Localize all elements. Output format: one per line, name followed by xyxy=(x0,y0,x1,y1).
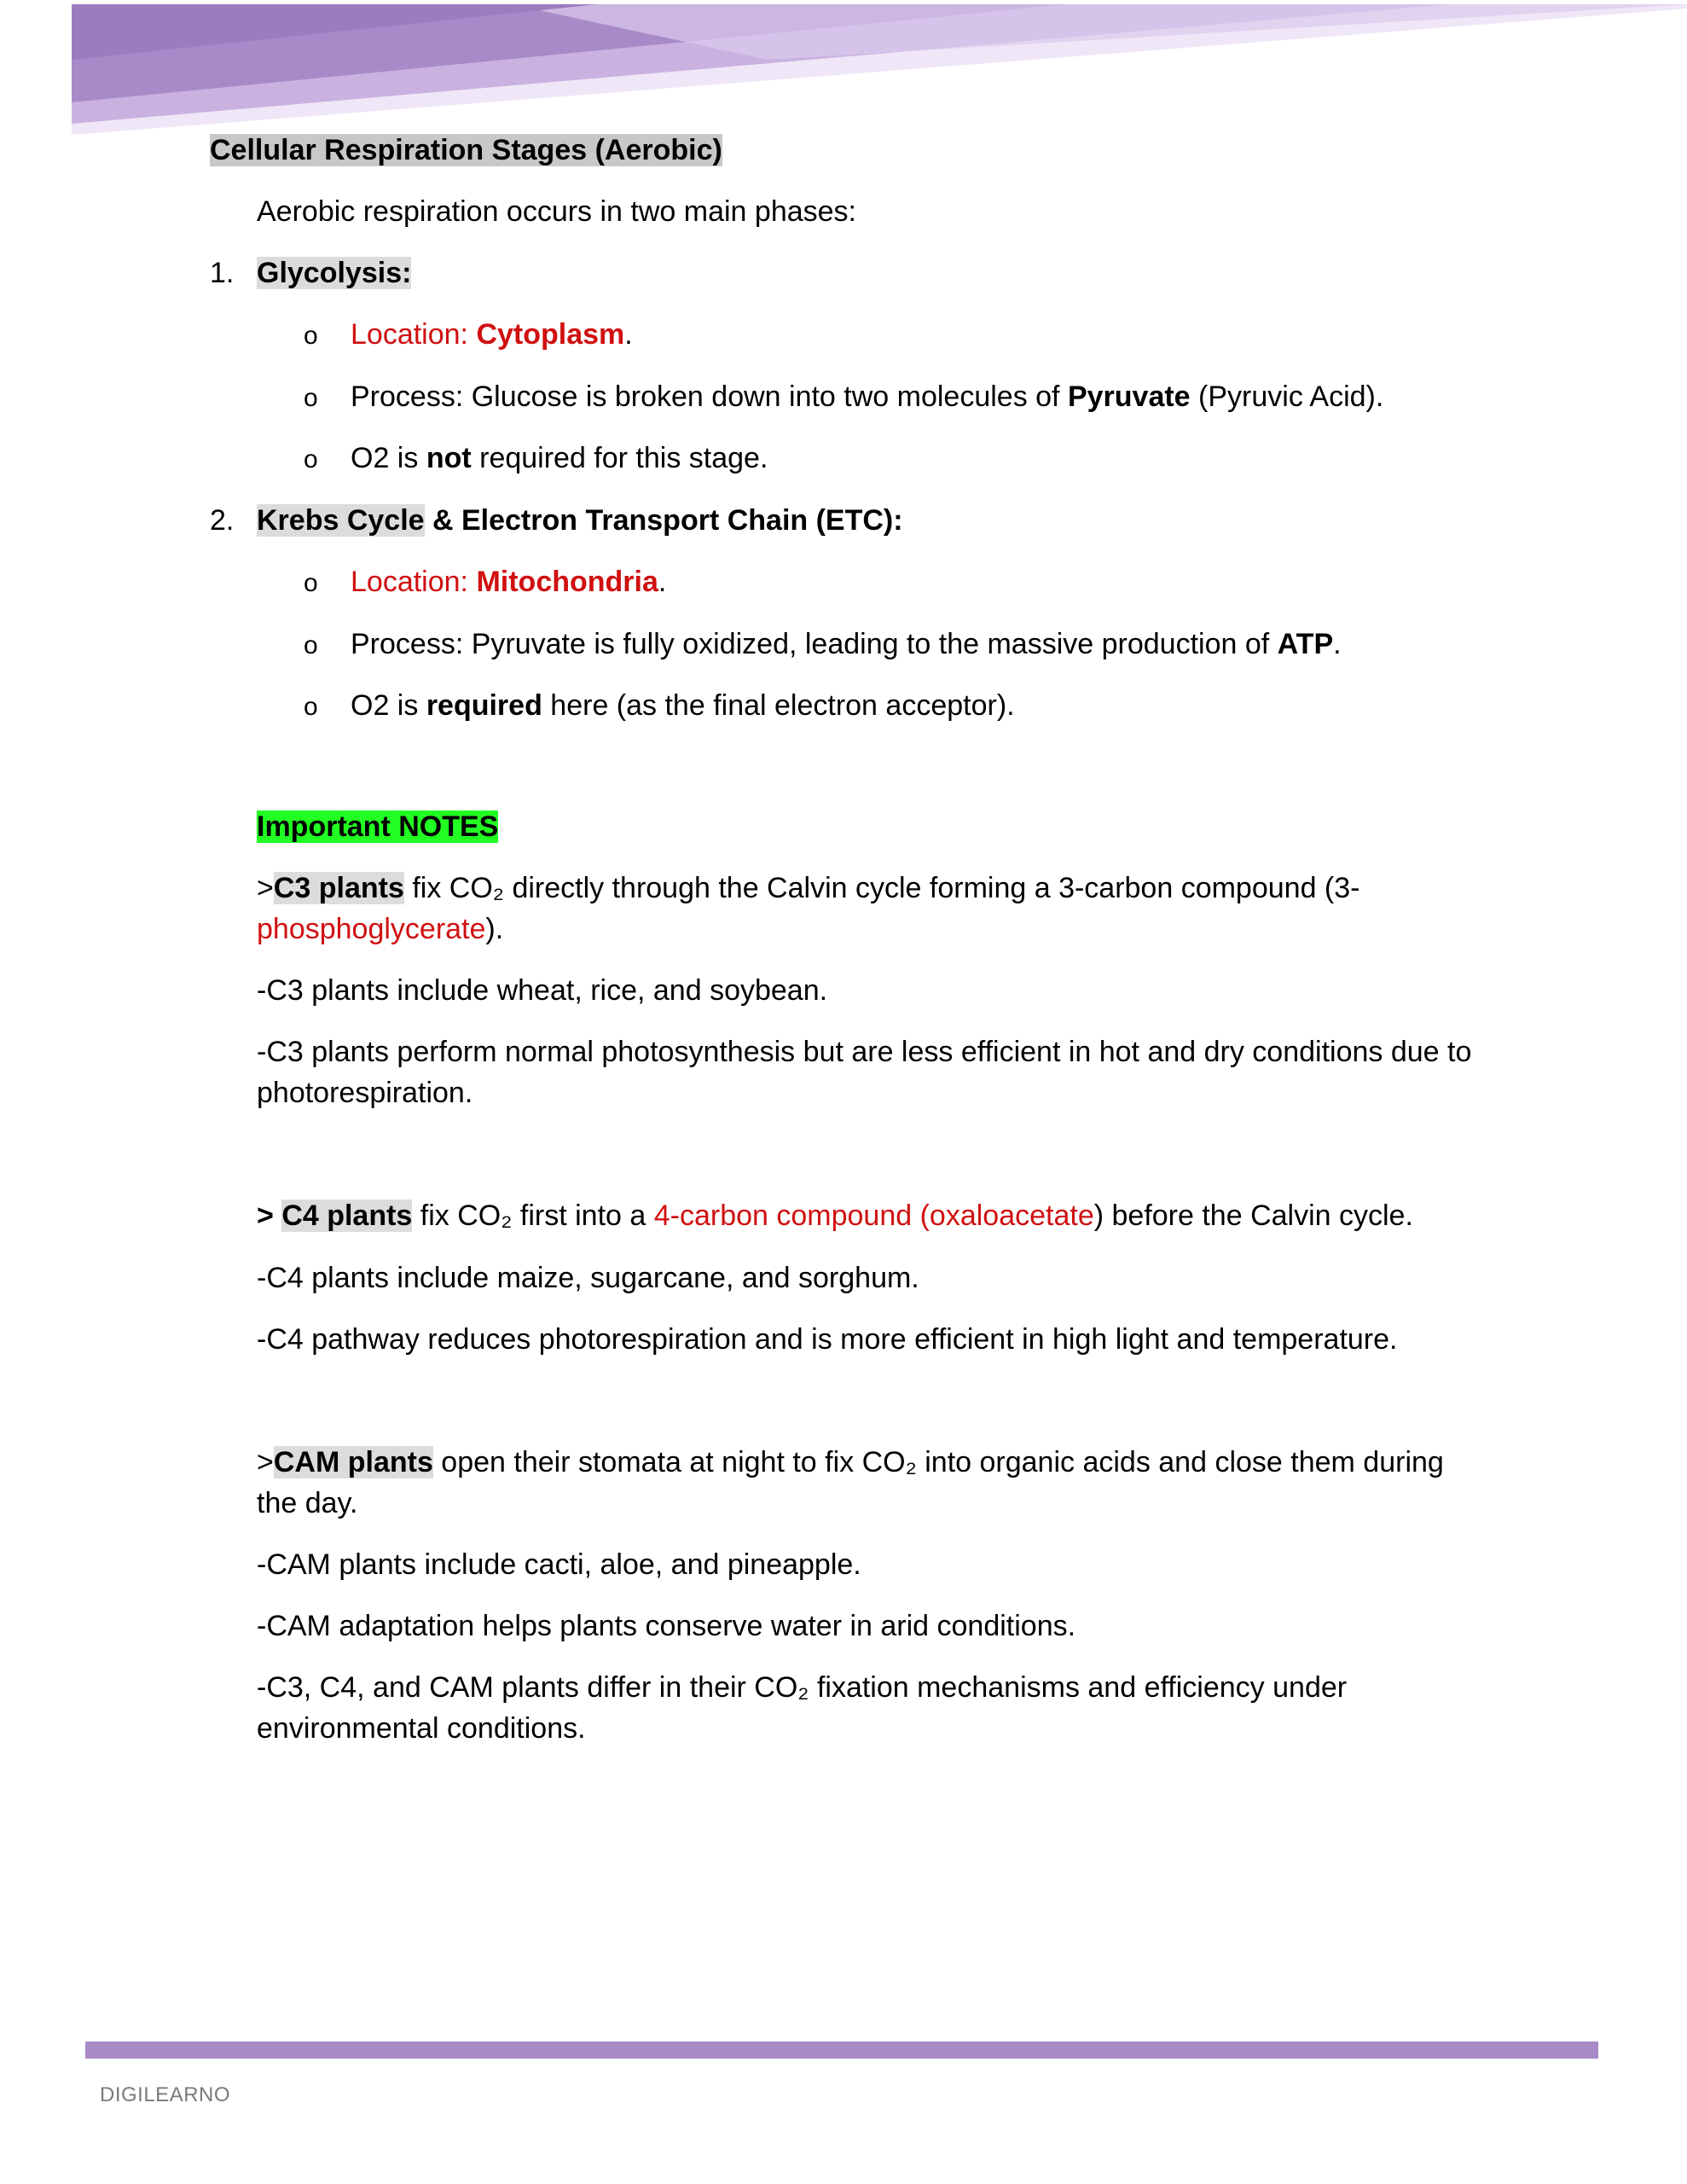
phase2-number: 2. xyxy=(210,504,235,537)
c3-definition: >C3 plants fix CO₂ directly through the Calvin cycle forming a 3-carbon compound (3-phosphoglycerate). xyxy=(257,872,1360,945)
phase2-process: Process: Pyruvate is fully oxidized, leading to the massive production of ATP. xyxy=(351,628,1342,660)
c3-examples: -C3 plants include wheat, rice, and soybean. xyxy=(257,974,828,1007)
heading-text: Cellular Respiration Stages (Aerobic) xyxy=(210,134,722,166)
notes-heading: Important NOTES xyxy=(257,810,499,843)
header-decoration xyxy=(0,0,1687,145)
c4-efficiency: -C4 pathway reduces photorespiration and is more efficient in high light and temperature. xyxy=(257,1323,1398,1356)
bullet-icon: o xyxy=(304,445,318,473)
comparison-note: -C3, C4, and CAM plants differ in their CO₂ fixation mechanisms and efficiency under environmental conditions. xyxy=(257,1671,1348,1745)
c4-examples: -C4 plants include maize, sugarcane, and sorghum. xyxy=(257,1262,919,1294)
bullet-icon: o xyxy=(304,322,318,350)
phase1-oxygen: O2 is not required for this stage. xyxy=(351,442,768,474)
phase1-process: Process: Glucose is broken down into two molecules of Pyruvate (Pyruvic Acid). xyxy=(351,380,1384,413)
bullet-icon: o xyxy=(304,631,318,659)
phase2-oxygen: O2 is required here (as the final electron acceptor). xyxy=(351,689,1015,722)
cam-examples: -CAM plants include cacti, aloe, and pineapple. xyxy=(257,1548,861,1581)
page-title xyxy=(210,130,722,171)
phase2-title: Krebs Cycle & Electron Transport Chain (ETC): xyxy=(257,504,903,537)
footer-divider xyxy=(85,2042,1598,2059)
bullet-icon: o xyxy=(304,693,318,721)
cam-definition: >CAM plants open their stomata at night to fix CO₂ into organic acids and close them during the day. xyxy=(257,1446,1444,1519)
c4-definition: > C4 plants fix CO₂ first into a 4-carbon compound (oxaloacetate) before the Calvin cycle. xyxy=(257,1199,1413,1232)
intro-text: Aerobic respiration occurs in two main phases: xyxy=(257,195,856,228)
cam-adaptation: -CAM adaptation helps plants conserve water in arid conditions. xyxy=(257,1610,1076,1642)
phase2-location: Location: Mitochondria. xyxy=(351,566,667,598)
footer-brand: DIGILEARNO xyxy=(100,2083,231,2106)
bullet-icon: o xyxy=(304,569,318,597)
c3-efficiency: -C3 plants perform normal photosynthesis but are less efficient in hot and dry conditions due to photorespiration. xyxy=(257,1036,1472,1109)
bullet-icon: o xyxy=(304,384,318,412)
phase1-title: Glycolysis: xyxy=(257,257,412,289)
phase1-number: 1. xyxy=(210,257,235,289)
phase1-location: Location: Cytoplasm. xyxy=(351,318,633,351)
